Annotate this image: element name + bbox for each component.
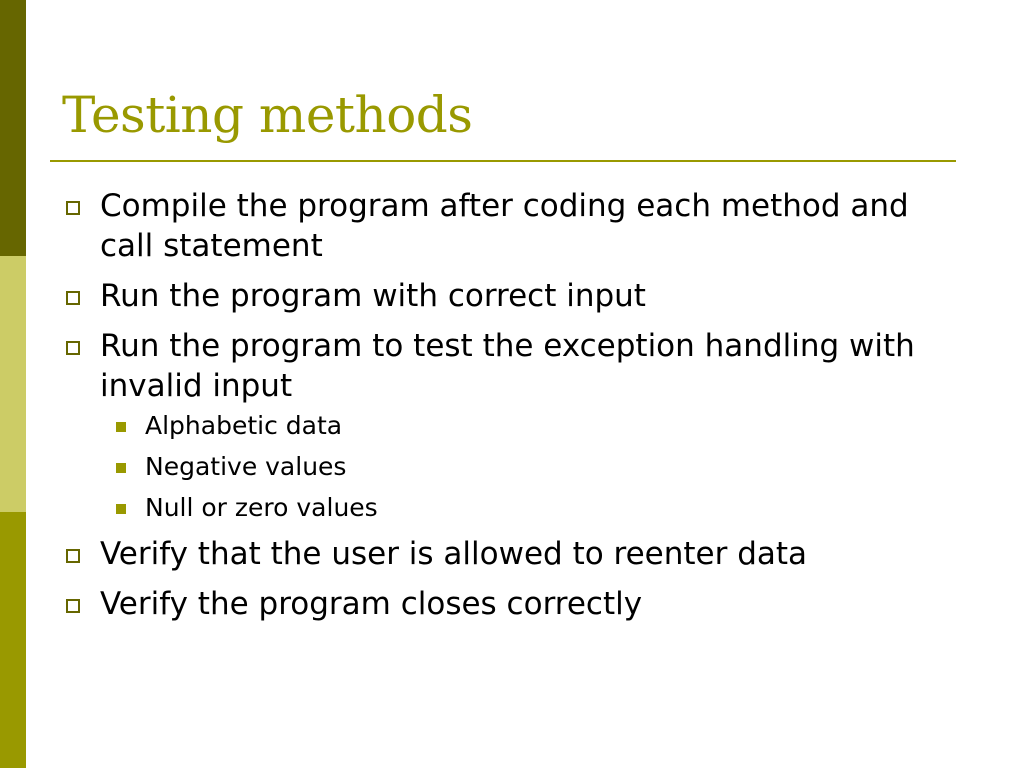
sub-bullet-item: [100, 492, 960, 524]
sub-bullet-text: Alphabetic data: [145, 411, 343, 440]
bullet-text: Run the program with correct input: [100, 278, 646, 314]
filled-square-bullet-icon: [116, 422, 126, 432]
bullet-item-closes-correctly: [100, 584, 960, 624]
side-bar-middle-segment: [0, 256, 26, 512]
bullet-item-correct-input: [100, 276, 960, 316]
side-bar-bottom-segment: [0, 512, 26, 768]
side-bar-top-segment: [0, 0, 26, 256]
side-accent-bar: [0, 0, 26, 768]
filled-square-bullet-icon: [116, 504, 126, 514]
bullet-text: Run the program to test the exception handling with invalid input: [100, 328, 915, 404]
slide-title: Testing methods: [62, 86, 473, 144]
bullet-item-exception-handling: [100, 326, 960, 524]
bullet-text: Verify the program closes correctly: [100, 586, 643, 622]
sub-bullet-text: Negative values: [145, 452, 347, 481]
filled-square-bullet-icon: [116, 463, 126, 473]
sub-bullet-item: [100, 451, 960, 483]
hollow-square-bullet-icon: [66, 201, 80, 215]
sub-bullet-item: [100, 410, 960, 442]
bullet-item-reenter-data: [100, 534, 960, 574]
sub-bullet-text: Null or zero values: [145, 493, 378, 522]
bullet-text: Compile the program after coding each method and call statement: [100, 188, 909, 264]
hollow-square-bullet-icon: [66, 341, 80, 355]
sub-bullet-list: [100, 410, 960, 524]
hollow-square-bullet-icon: [66, 549, 80, 563]
bullet-list: [100, 186, 960, 634]
hollow-square-bullet-icon: [66, 599, 80, 613]
bullet-text: Verify that the user is allowed to reenter data: [100, 536, 808, 572]
hollow-square-bullet-icon: [66, 291, 80, 305]
bullet-item-compile: [100, 186, 960, 266]
title-underline-rule: [50, 160, 956, 162]
